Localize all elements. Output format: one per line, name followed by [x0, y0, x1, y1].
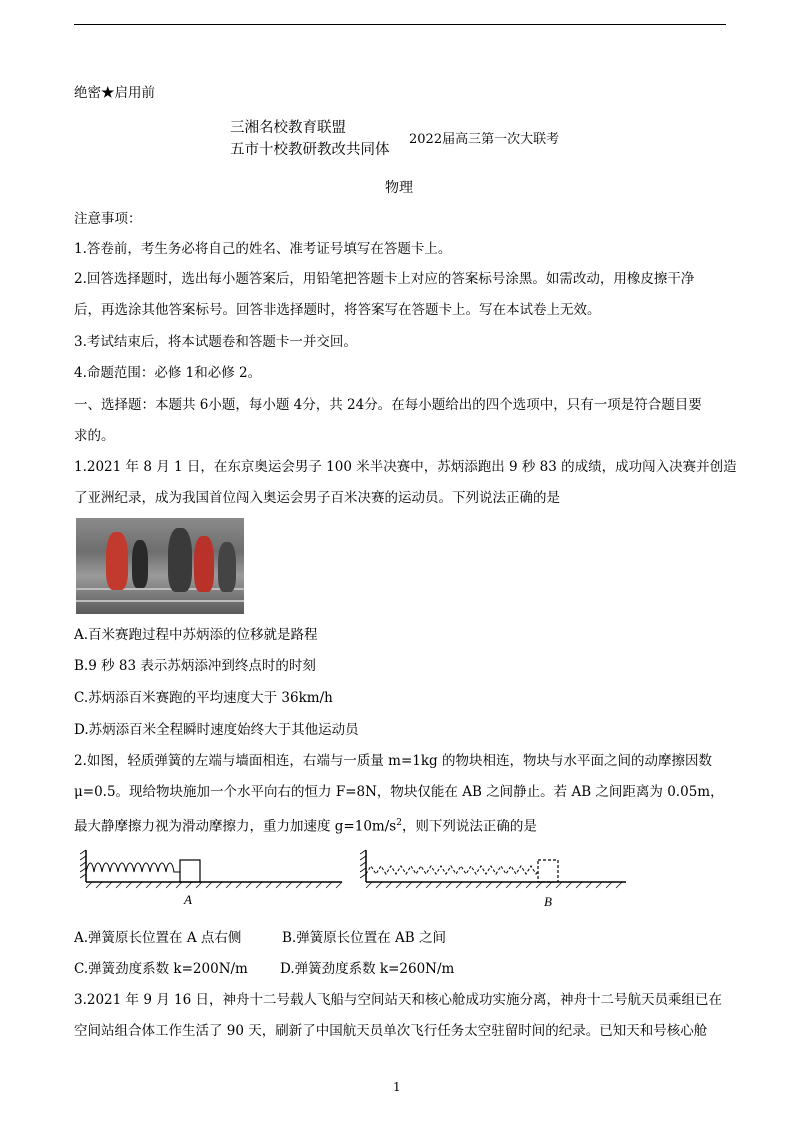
secret-label: 绝密★启用前 [74, 85, 155, 101]
spring-figure-b [360, 846, 632, 912]
subject-title: 物理 [385, 180, 413, 196]
section-heading-1: 一、选择题：本题共 6小题，每小题 4分，共 24分。在每小题给出的四个选项中，只有一项是符合题目要 [74, 397, 702, 413]
q1-stem-2: 了亚洲纪录，成为我国首位闯入奥运会男子百米决赛的运动员。下列说法正确的是 [74, 490, 560, 506]
q1-stem-1: 1.2021 年 8 月 1 日，在东京奥运会男子 100 米半决赛中，苏炳添跑出 9 秒 83 的成绩，成功闯入决赛并创造 [74, 459, 737, 475]
q1-option-b: B.9 秒 83 表示苏炳添冲到终点时的时刻 [74, 658, 316, 674]
q1-option-d: D.苏炳添百米全程瞬时速度始终大于其他运动员 [74, 722, 359, 738]
q2-stem-1: 2.如图，轻质弹簧的左端与墙面相连，右端与一质量 m=1kg 的物块相连，物块与水平面之间的动摩擦因数 [74, 753, 712, 769]
q2-stem-2: μ=0.5。现给物块施加一个水平向右的恒力 F=8N，物块仅能在 AB 之间静止。若 AB 之间距离为 0.05m， [74, 784, 724, 800]
q3-stem-2: 空间站组合体工作生活了 90 天，刷新了中国航天员单次飞行任务太空驻留时间的纪录。已知天和号核心舱 [74, 1023, 708, 1039]
note-1: 1.答卷前，考生务必将自己的姓名、准考证号填写在答题卡上。 [74, 241, 452, 257]
note-4: 4.命题范围：必修 1和必修 2。 [74, 365, 262, 381]
q2-option-c: C.弹簧劲度系数 k=200N/m [74, 961, 248, 977]
org-name-2: 五市十校教研教改共同体 [230, 142, 390, 158]
note-3: 3.考试结束后，将本试题卷和答题卡一并交回。 [74, 334, 357, 350]
note-2b: 后，再选涂其他答案标号。回答非选择题时，将答案写在答题卡上。写在本试卷上无效。 [74, 302, 601, 318]
page-number: 1 [393, 1080, 401, 1094]
org-name-1: 三湘名校教育联盟 [230, 120, 346, 136]
q2-option-d: D.弹簧劲度系数 k=260N/m [280, 961, 455, 977]
section-heading-2: 求的。 [74, 428, 115, 444]
q1-option-a: A.百米赛跑过程中苏炳添的位移就是路程 [74, 627, 318, 643]
note-2a: 2.回答选择题时，选出每小题答案后，用铅笔把答题卡上对应的答案标号涂黑。如需改动，用橡皮擦干净 [74, 271, 695, 287]
point-b-label: B [544, 894, 552, 909]
top-rule [74, 24, 726, 25]
q1-option-c: C.苏炳添百米赛跑的平均速度大于 36km/h [74, 690, 333, 706]
q2-option-b: B.弹簧原长位置在 AB 之间 [282, 930, 446, 946]
q2-option-a: A.弹簧原长位置在 A 点右侧 [74, 930, 242, 946]
q2-stem-3: 最大静摩擦力视为滑动摩擦力，重力加速度 $g=10m/s^2$，则下列说法正确的是 [74, 818, 537, 835]
notes-title: 注意事项： [74, 211, 142, 227]
q3-stem-1: 3.2021 年 9 月 16 日，神舟十二号载人飞船与空间站天和核心舱成功实施分离，神舟十二号航天员乘组已在 [74, 992, 722, 1008]
spring-figure-a [80, 846, 350, 908]
sprint-race-photo [76, 518, 244, 614]
exam-title: 2022届高三第一次大联考 [409, 132, 560, 147]
point-a-label: A [184, 892, 192, 907]
